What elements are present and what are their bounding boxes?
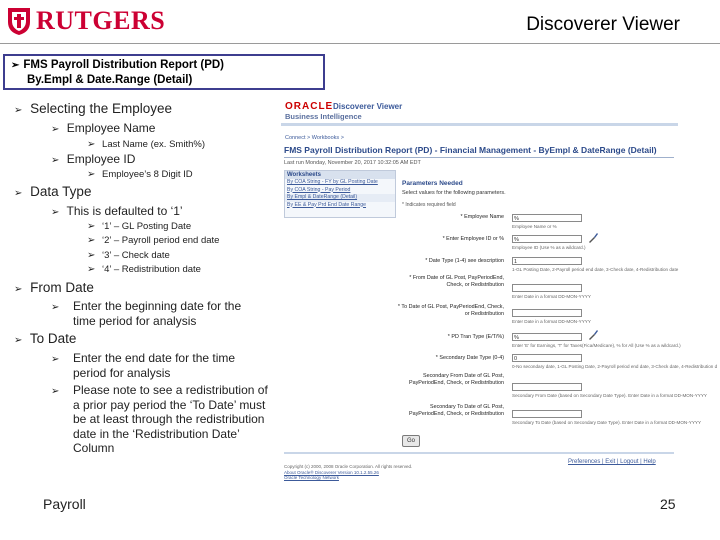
outline-text: Employee Name — [66, 121, 156, 135]
arrow-bullet-icon: ➢ — [87, 139, 96, 150]
report-title: FMS Payroll Distribution Report (PD) - Financial Management - ByEmpl & DateRange (Detail) — [284, 145, 657, 155]
last-run-text: Last run Monday, November 20, 2017 10:32:05 AM EDT — [284, 160, 421, 166]
secondary-from-date-input[interactable] — [512, 383, 582, 391]
about-link[interactable]: About Oracle® Discoverer Version 10.1.2.55.26 — [284, 469, 379, 475]
outline-text: Last Name (ex. Smith%) — [102, 139, 205, 150]
outline-item — [51, 152, 135, 166]
outline-item — [14, 280, 94, 295]
param-hint: Enter Date in a format DD-MON-YYYY — [512, 319, 591, 324]
outline-text: Data Type — [30, 184, 92, 199]
outline-item — [51, 204, 183, 218]
rutgers-logo — [6, 6, 165, 36]
outline-item — [51, 383, 63, 397]
arrow-bullet-icon: ➢ — [51, 155, 60, 166]
arrow-bullet-icon: ➢ — [14, 335, 23, 346]
outline-item — [87, 250, 170, 261]
footer-label: Payroll — [43, 496, 86, 512]
worksheet-link[interactable]: By EE & Pay Prd End Date Range — [287, 201, 367, 208]
outline-text: Employee’s 8 Digit ID — [102, 169, 193, 180]
copyright-block — [284, 464, 412, 481]
title-divider — [284, 157, 674, 158]
outline-text: To Date — [29, 331, 77, 346]
param-hint: Employee ID (Use % as a wildcard.) — [512, 245, 586, 250]
outline-item — [87, 169, 193, 180]
worksheets-header: Worksheets — [285, 171, 395, 179]
employee-name-input[interactable]: % — [512, 214, 582, 222]
secondary-to-date-input[interactable] — [512, 410, 582, 418]
outline-text: Please note to see a redistribution of a prior pay period the ‘To Date’ must be at least through the redistribution date in the ‘Redistribution Date’ Column — [73, 383, 268, 455]
outline-item — [14, 101, 172, 116]
param-hint: Secondary To Date (based on Secondary Date Type). Enter Date in a format DD-MON-YYYY — [512, 420, 702, 425]
param-hint: Enter 'E' for Earnings, 'T' for Taxes(Fica/Medicare), % for All (Use % as a wildcard.) — [512, 343, 681, 348]
arrow-bullet-icon: ➢ — [87, 264, 96, 275]
brand-bar — [281, 123, 678, 126]
param-hint: 1-GL Posting Date, 2-Payroll period end date, 3-Check date, 4-Redistribution date — [512, 267, 679, 272]
arrow-bullet-icon: ➢ — [51, 124, 60, 135]
to-date-input[interactable] — [512, 309, 582, 317]
outline-text: Enter the end date for the time period for analysis — [73, 351, 236, 380]
report-title-box — [3, 54, 325, 90]
arrow-bullet-icon: ➢ — [51, 386, 60, 397]
outline-item — [87, 221, 191, 232]
required-note: * Indicates required field — [402, 202, 456, 208]
arrow-bullet-icon: ➢ — [87, 169, 96, 180]
outline-text: From Date — [30, 280, 94, 295]
outline-item — [87, 235, 219, 246]
employee-id-input[interactable]: % — [512, 235, 582, 243]
product-name: Discoverer Viewer — [333, 102, 403, 111]
page-number: 25 — [660, 496, 676, 512]
param-label: * Employee Name — [460, 214, 504, 220]
outline-text: ‘1’ – GL Posting Date — [102, 221, 192, 232]
param-hint: Secondary From Date (based on Secondary Date Type). Enter Date in a format DD-MON-YYYY — [512, 393, 707, 398]
worksheets-panel — [284, 170, 396, 218]
outline-text: ‘3’ – Check date — [102, 250, 170, 261]
footer-links[interactable] — [568, 459, 656, 465]
param-hint: Enter Date in a format DD-MON-YYYY — [512, 294, 591, 299]
outline-item — [87, 139, 205, 150]
footer-divider — [284, 452, 674, 454]
outline-text: ‘2’ – Payroll period end date — [102, 235, 220, 246]
param-hint: 0-No secondary date, 1-GL Posting Date, 2-Payroll period end date, 3-Check date, 4-Redistribution d — [512, 364, 718, 369]
footer-links-text[interactable]: Preferences | Exit | Logout | Help — [568, 459, 656, 465]
outline-text: ‘4’ – Redistribution date — [102, 264, 201, 275]
outline-item — [51, 121, 155, 135]
logo-text: RUTGERS — [36, 6, 166, 35]
report-title-line2: By.Empl & Date.Range (Detail) — [27, 74, 193, 86]
param-label: * Secondary Date Type (0-4) — [435, 355, 504, 361]
param-label: * To Date of GL Post, PayPeriodEnd, Check, or Redistribution — [397, 304, 504, 317]
arrow-bullet-icon: ➢ — [14, 105, 23, 116]
param-label: * Enter Employee ID or % — [442, 236, 504, 242]
arrow-bullet-icon: ➢ — [14, 188, 23, 199]
outline-text: Employee ID — [66, 152, 136, 166]
outline-item — [51, 299, 63, 313]
arrow-bullet-icon: ➢ — [87, 250, 96, 261]
arrow-bullet-icon: ➢ — [51, 207, 60, 218]
flashlight-icon[interactable] — [587, 232, 599, 244]
arrow-bullet-icon: ➢ — [87, 221, 96, 232]
date-type-input[interactable]: 1 — [512, 257, 582, 265]
param-label: * Date Type (1-4) see description — [425, 258, 504, 264]
secondary-date-type-input[interactable]: 0 — [512, 354, 582, 362]
arrow-bullet-icon: ➢ — [11, 60, 20, 71]
oracle-logo: ORACLE — [285, 101, 334, 112]
otn-link[interactable]: Oracle Technology Network — [284, 475, 339, 480]
worksheet-link-selected[interactable]: By Empl & DateRange (Detail) — [285, 194, 395, 202]
param-label: Secondary From Date of GL Post, PayPeriodEnd, Check, or Redistribution — [409, 373, 504, 386]
param-hint: Employee Name or % — [512, 224, 557, 229]
parameters-instructions: Select values for the following parameters. — [402, 190, 506, 196]
outline-text: Enter the beginning date for the time period for analysis — [73, 299, 242, 328]
arrow-bullet-icon: ➢ — [51, 354, 60, 365]
outline-item — [87, 264, 201, 275]
header-divider — [0, 43, 720, 44]
report-title-line1: FMS Payroll Distribution Report (PD) — [23, 59, 225, 71]
shield-icon — [6, 6, 32, 36]
flashlight-icon[interactable] — [587, 329, 599, 341]
param-label: * From Date of GL Post, PayPeriodEnd, Check, or Redistribution — [409, 275, 504, 288]
outline-item — [51, 351, 63, 365]
outline-text: Selecting the Employee — [30, 101, 172, 116]
arrow-bullet-icon: ➢ — [14, 284, 23, 295]
arrow-bullet-icon: ➢ — [87, 235, 96, 246]
param-label: * PD Tran Type (E/T/%) — [447, 334, 504, 340]
tran-type-input[interactable]: % — [512, 333, 582, 341]
copyright-text: Copyright (c) 2000, 2008 Oracle Corporation. All rights reserved. — [284, 464, 413, 469]
product-subtitle: Business Intelligence — [285, 112, 362, 121]
outline-item — [14, 331, 76, 346]
page-title: Discoverer Viewer — [526, 14, 680, 35]
worksheet-link[interactable]: By COA String - FY by GL Posting Date — [287, 179, 378, 185]
outline-text: This is defaulted to ‘1’ — [66, 204, 183, 218]
go-button[interactable]: Go — [402, 435, 420, 447]
outline-item — [14, 184, 91, 199]
param-label: Secondary To Date of GL Post, PayPeriodEnd, Check, or Redistribution — [409, 404, 504, 417]
breadcrumb[interactable]: Connect > Workbooks > — [285, 135, 344, 141]
discoverer-screenshot — [281, 97, 718, 485]
parameters-heading: Parameters Needed — [402, 180, 463, 187]
from-date-input[interactable] — [512, 284, 582, 292]
worksheet-link[interactable]: By COA String - Pay Period — [287, 186, 351, 193]
arrow-bullet-icon: ➢ — [51, 302, 60, 313]
